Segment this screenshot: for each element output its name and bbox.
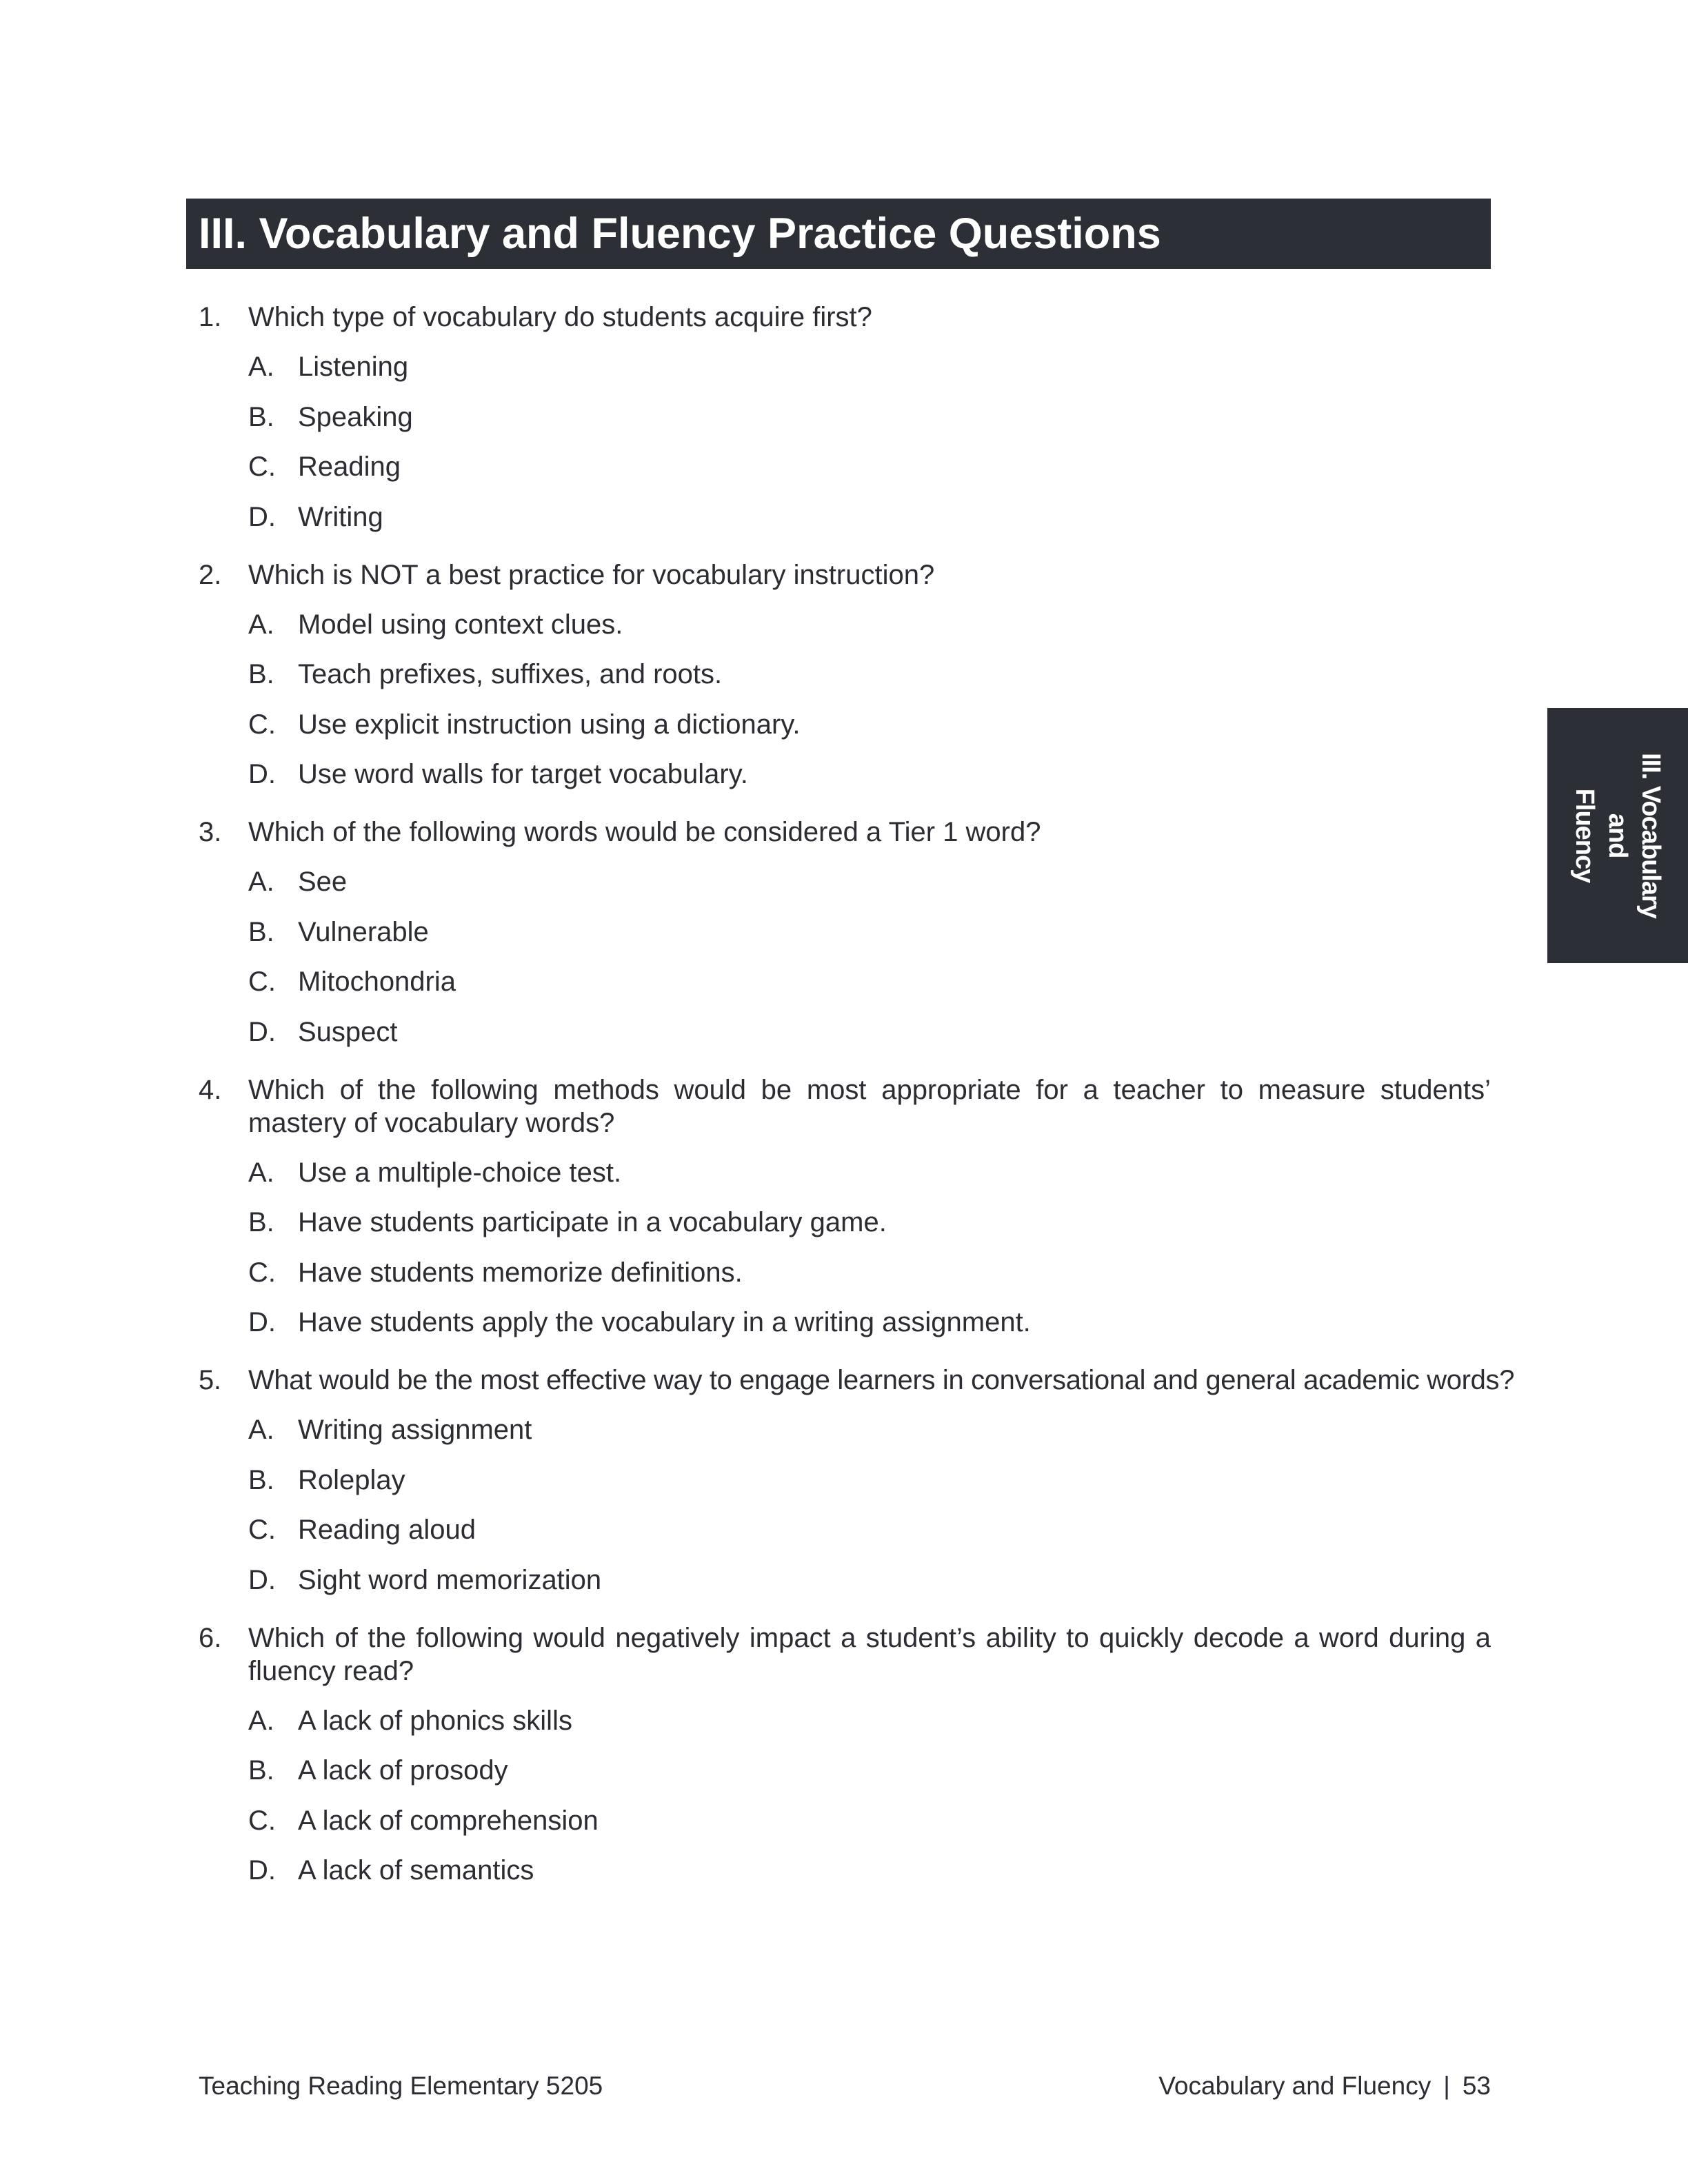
option-letter: C. [248, 1515, 276, 1545]
question-stem [186, 1364, 1515, 1397]
option-text: Suspect [298, 1016, 398, 1047]
option-letter: B. [248, 1207, 274, 1237]
option-letter: C. [248, 1805, 276, 1836]
question-2 [186, 558, 1491, 791]
question-text: Which type of vocabulary do students acquire first? [248, 302, 872, 332]
answer-option-c [186, 1256, 1491, 1289]
answer-option-b [186, 1206, 1491, 1239]
chapter-side-tab [1547, 708, 1688, 963]
question-5 [186, 1364, 1515, 1597]
option-text: Writing [298, 501, 383, 532]
answer-option-c [186, 708, 1491, 741]
answer-option-a [186, 1413, 1491, 1446]
option-letter: A. [248, 352, 274, 382]
question-text: Which of the following would negatively impact a student’s ability to quickly decode a word during a fluency read? [248, 1622, 1491, 1686]
option-letter: C. [248, 709, 276, 740]
option-text: Roleplay [298, 1464, 405, 1495]
footer-separator: | [1443, 2072, 1450, 2100]
side-tab-line-2: Fluency [1570, 788, 1599, 883]
option-text: Have students participate in a vocabulary game. [298, 1207, 887, 1237]
section-header-bar [186, 199, 1491, 269]
question-text: Which of the following words would be considered a Tier 1 word? [248, 817, 1041, 847]
question-number: 4. [199, 1074, 222, 1105]
option-text: Sight word memorization [298, 1564, 602, 1595]
option-letter: B. [248, 401, 274, 432]
question-6 [186, 1621, 1491, 1888]
answer-option-a [186, 350, 1491, 383]
answer-option-b [186, 658, 1491, 691]
answer-option-a [186, 1156, 1491, 1189]
option-text: Teach prefixes, suffixes, and roots. [298, 659, 723, 689]
answer-option-b [186, 1754, 1491, 1787]
question-number: 3. [199, 817, 222, 847]
option-letter: C. [248, 452, 276, 482]
answer-option-b [186, 916, 1491, 949]
option-text: A lack of prosody [298, 1755, 508, 1786]
option-letter: A. [248, 867, 274, 897]
answer-option-d [186, 1015, 1491, 1049]
answer-option-b [186, 1464, 1491, 1497]
footer-section-info [1158, 2071, 1491, 2101]
option-text: Reading aloud [298, 1515, 476, 1545]
question-stem [186, 558, 1491, 592]
question-number: 5. [199, 1365, 221, 1395]
answer-option-a [186, 608, 1491, 641]
option-letter: B. [248, 916, 274, 947]
answer-option-c [186, 1513, 1491, 1546]
answer-option-a [186, 1704, 1491, 1737]
option-text: Use a multiple-choice test. [298, 1157, 622, 1188]
option-letter: C. [248, 967, 276, 997]
question-number: 2. [199, 559, 222, 590]
option-letter: A. [248, 1705, 274, 1736]
question-text: Which of the following methods would be most appropriate for a teacher to measure students’ mastery of vocabulary words? [248, 1074, 1491, 1138]
footer-book-title: Teaching Reading Elementary 5205 [199, 2072, 603, 2100]
answer-option-d [186, 1306, 1491, 1339]
page-title: III. Vocabulary and Fluency Practice Questions [199, 210, 1161, 258]
option-letter: D. [248, 501, 276, 532]
option-letter: D. [248, 1016, 276, 1047]
answer-option-d [186, 1564, 1491, 1597]
option-text: Model using context clues. [298, 609, 623, 640]
question-number: 6. [199, 1622, 222, 1653]
answer-option-c [186, 965, 1491, 998]
option-text: Reading [298, 452, 401, 482]
answer-option-b [186, 401, 1491, 434]
option-text: Use word walls for target vocabulary. [298, 759, 748, 789]
option-letter: D. [248, 1307, 276, 1337]
question-stem [186, 1621, 1491, 1688]
question-stem [186, 301, 1491, 334]
option-letter: D. [248, 1564, 276, 1595]
option-text: A lack of semantics [298, 1855, 534, 1885]
option-letter: D. [248, 1855, 276, 1885]
page-number: 53 [1462, 2072, 1491, 2100]
question-list [186, 301, 1515, 1912]
option-text: Use explicit instruction using a dictionary. [298, 709, 801, 740]
option-text: Writing assignment [298, 1415, 532, 1445]
option-text: Listening [298, 352, 409, 382]
option-text: Have students memorize definitions. [298, 1257, 743, 1288]
answer-option-d [186, 758, 1491, 791]
answer-option-a [186, 865, 1491, 898]
option-letter: A. [248, 1157, 274, 1188]
option-text: Mitochondria [298, 967, 456, 997]
option-letter: D. [248, 759, 276, 789]
question-text: What would be the most effective way to engage learners in conversational and general academic words? [248, 1365, 1515, 1395]
option-text: See [298, 867, 348, 897]
question-3 [186, 816, 1491, 1049]
option-text: Vulnerable [298, 916, 429, 947]
option-letter: B. [248, 659, 274, 689]
option-letter: C. [248, 1257, 276, 1288]
question-stem [186, 1073, 1491, 1140]
question-text: Which is NOT a best practice for vocabulary instruction? [248, 559, 935, 590]
answer-option-d [186, 501, 1491, 534]
option-letter: B. [248, 1755, 274, 1786]
answer-option-c [186, 1804, 1491, 1837]
answer-option-c [186, 450, 1491, 483]
option-text: A lack of comprehension [298, 1805, 599, 1836]
option-text: A lack of phonics skills [298, 1705, 572, 1736]
option-text: Speaking [298, 401, 413, 432]
footer-section-name: Vocabulary and Fluency [1158, 2072, 1431, 2100]
question-stem [186, 816, 1491, 849]
chapter-side-tab-label [1568, 732, 1667, 939]
question-4 [186, 1073, 1491, 1339]
side-tab-line-1: III. Vocabulary and [1603, 753, 1665, 918]
question-number: 1. [199, 302, 222, 332]
option-letter: A. [248, 1415, 274, 1445]
question-1 [186, 301, 1491, 534]
answer-option-d [186, 1854, 1491, 1887]
option-letter: B. [248, 1464, 274, 1495]
option-letter: A. [248, 609, 274, 640]
option-text: Have students apply the vocabulary in a writing assignment. [298, 1307, 1031, 1337]
